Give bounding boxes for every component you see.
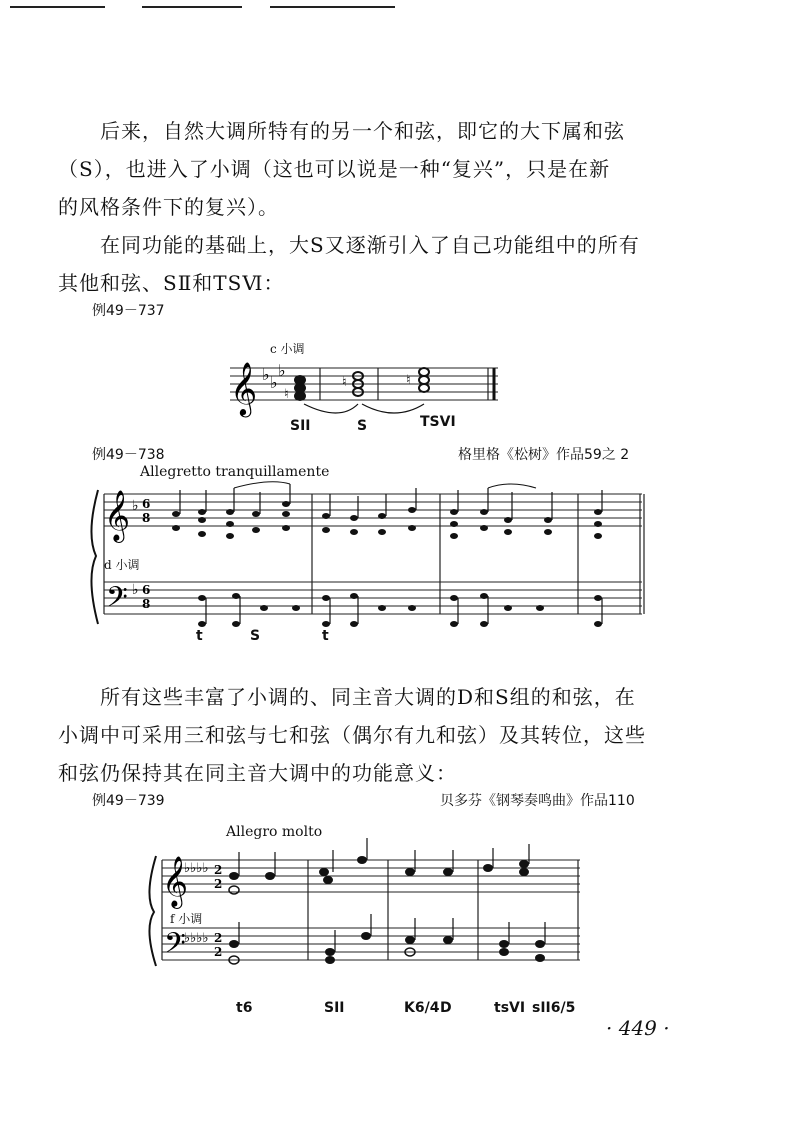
svg-text:♭: ♭: [262, 365, 270, 384]
tempo-marking: Allegro molto: [226, 824, 323, 840]
example-label: 例49－739: [92, 793, 165, 809]
svg-text:𝄞: 𝄞: [104, 490, 131, 541]
svg-text:2: 2: [214, 945, 223, 959]
paragraph-line: 的风格条件下的复兴）。: [58, 195, 279, 219]
svg-text:2: 2: [214, 877, 223, 891]
function-label: SII: [324, 1000, 345, 1016]
function-label: S: [357, 418, 368, 434]
svg-text:♮: ♮: [406, 373, 411, 388]
function-label: sII6/5: [532, 1000, 576, 1016]
svg-text:8: 8: [142, 597, 151, 611]
function-label: S: [250, 628, 261, 644]
svg-text:𝄞: 𝄞: [162, 856, 189, 907]
function-label: t6: [236, 1000, 253, 1016]
paragraph-line: （S），也进入了小调（这也可以说是一种“复兴”，只是在新: [58, 157, 611, 181]
key-label: c 小调: [270, 342, 305, 356]
svg-text:♭: ♭: [278, 361, 286, 380]
example-label: 例49－738: [92, 447, 165, 463]
top-rule: [142, 6, 242, 8]
svg-text:♮: ♮: [284, 387, 289, 402]
example-label: 例49－737: [92, 303, 165, 319]
svg-text:𝄞: 𝄞: [230, 361, 258, 415]
svg-text:6: 6: [142, 583, 151, 597]
function-label: tsVI: [494, 1000, 526, 1016]
svg-text:♭♭♭♭: ♭♭♭♭: [184, 931, 209, 946]
top-rule: [10, 6, 105, 8]
top-rule: [270, 6, 395, 8]
svg-text:♭: ♭: [132, 498, 139, 514]
paragraph-line: 所有这些丰富了小调的、同主音大调的D和S组的和弦，在: [100, 685, 636, 709]
svg-text:♭♭♭♭: ♭♭♭♭: [184, 861, 209, 876]
example-source: 格里格《松树》作品59之 2: [458, 447, 630, 463]
svg-text:♮: ♮: [342, 375, 347, 390]
svg-text:8: 8: [142, 511, 151, 525]
function-label: K6/4: [404, 1000, 440, 1016]
function-label: SII: [290, 418, 311, 434]
function-label: TSVI: [420, 414, 456, 430]
paragraph-line: 在同功能的基础上，大S又逐渐引入了自己功能组中的所有: [100, 233, 640, 257]
function-label: t: [322, 628, 329, 644]
page-number: · 449 ·: [606, 1016, 670, 1040]
paragraph-line: 后来，自然大调所特有的另一个和弦，即它的大下属和弦: [100, 119, 625, 143]
paragraph-line: 小调中可采用三和弦与七和弦（偶尔有九和弦）及其转位，这些: [58, 723, 646, 747]
svg-text:♭: ♭: [270, 373, 278, 392]
paragraph-line: 和弦仍保持其在同主音大调中的功能意义：: [58, 761, 457, 785]
function-label: t: [196, 628, 203, 644]
music-example-738: [90, 484, 660, 644]
svg-text:2: 2: [214, 931, 223, 945]
function-label: D: [440, 1000, 452, 1016]
key-label: d 小调: [104, 558, 140, 572]
music-example-739: [148, 848, 598, 978]
svg-text:2: 2: [214, 863, 223, 877]
svg-text:𝄢: 𝄢: [106, 581, 128, 621]
tempo-marking: Allegretto tranquillamente: [140, 464, 330, 480]
example-source: 贝多芬《钢琴奏鸣曲》作品110: [440, 793, 635, 809]
key-label: f 小调: [170, 912, 203, 926]
svg-text:♭: ♭: [132, 582, 139, 598]
svg-text:6: 6: [142, 497, 151, 511]
paragraph-line: 其他和弦、SⅡ和TSⅥ：: [58, 271, 285, 295]
svg-text:𝄢: 𝄢: [164, 927, 186, 967]
